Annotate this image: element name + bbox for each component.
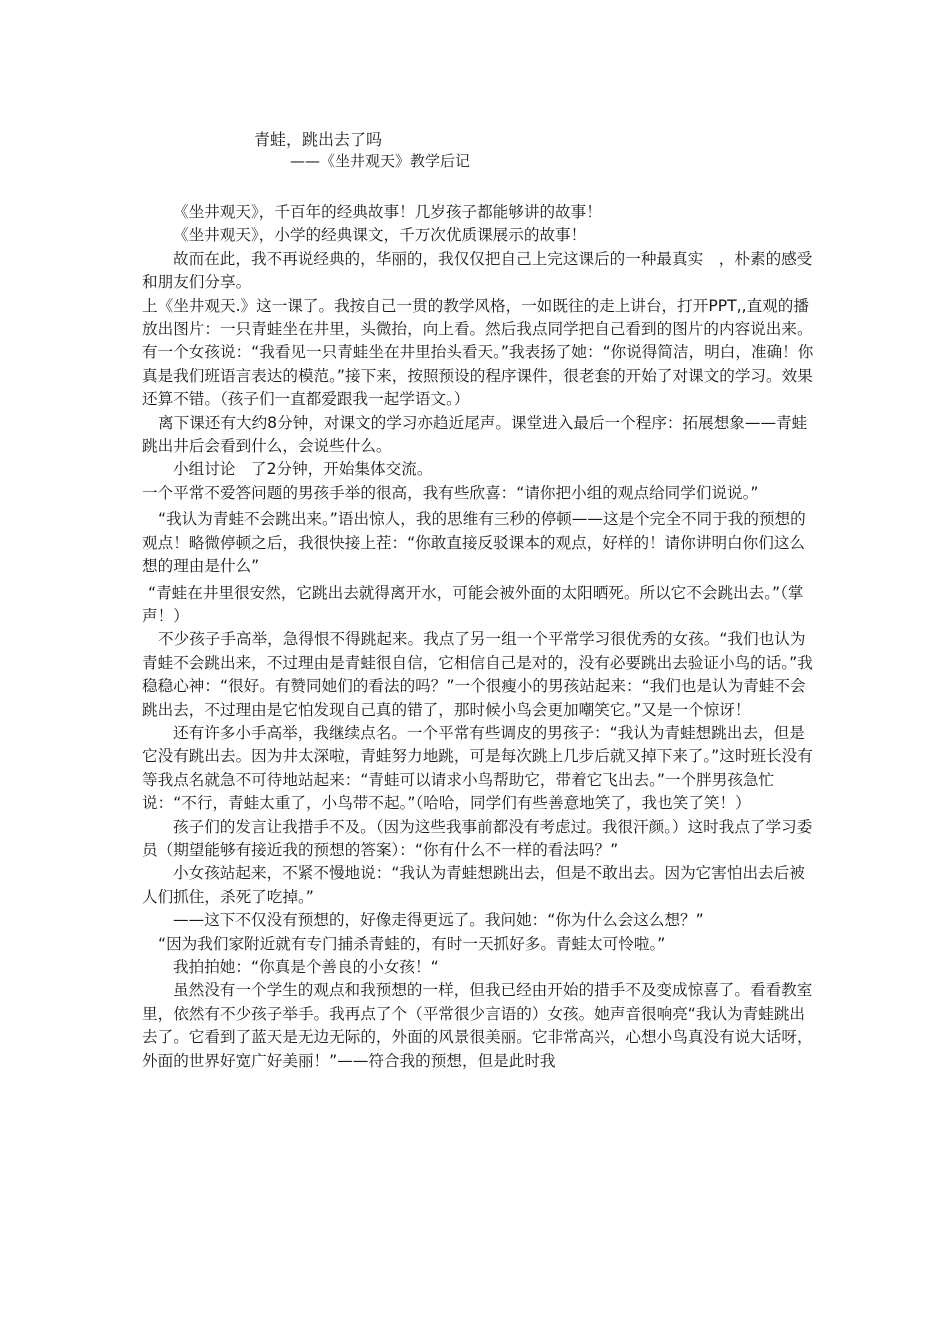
paragraph: “因为我们家附近就有专门捕杀青蛙的，有时一天抓好多。青蛙太可怜啦。” bbox=[158, 934, 666, 953]
paragraph: 离下课还有大约8分钟，对课文的学习亦趋近尾声。课堂进入最后一个程序：拓展想象——青蛙跳出井后会看到什么，会说些什么。 bbox=[142, 413, 808, 456]
paragraph: 一个平常不爱答问题的男孩手举的很高，我有些欣喜：“请你把小组的观点给同学们说说。” bbox=[142, 483, 759, 502]
paragraph: 上《坐井观天.》这一课了。我按自己一贯的教学风格，一如既往的走上讲台，打开PPT,,直观的播放出图片：一只青蛙坐在井里，头微抬，向上看。然后我点同学把自己看到的图片的内容说出来。有一个女孩说：“我看见一只青蛙坐在井里抬头看天。”我表扬了她：“你说得简洁，明白，准确！你真是我们班语言表达的模范。”接下来，按照预设的程序课件，很老套的开始了对课文的学习。效果还算不错。（孩子们一直都爱跟我一起学语文。） bbox=[142, 296, 814, 409]
document-title: 青蛙，跳出去了吗 bbox=[254, 130, 383, 149]
paragraph: ——这下不仅没有预想的，好像走得更远了。我问她：“你为什么会这么想？” bbox=[173, 911, 704, 930]
paragraph: 不少孩子手高举，急得恨不得跳起来。我点了另一组一个平常学习很优秀的女孩。“我们也认为青蛙不会跳出来，不过理由是青蛙很自信，它相信自己是对的，没有必要跳出去验证小鸟的话。”我稳稳心神：“很好。有赞同她们的看法的吗？”一个很瘦小的男孩站起来：“我们也是认为青蛙不会跳出去，不过理由是它怕发现自己真的错了，那时候小鸟会更加嘲笑它。”又是一个惊讶！ bbox=[142, 630, 813, 719]
paragraph: 还有许多小手高举，我继续点名。一个平常有些调皮的男孩子：“我认为青蛙想跳出去，但是它没有跳出去。因为井太深啦，青蛙努力地跳，可是每次跳上几步后就又掉下来了。”这时班长没有等我点名就急不可待地站起来：“青蛙可以请求小鸟帮助它，带着它飞出去。”一个胖男孩急忙说：“不行，青蛙太重了，小鸟带不起。”（哈哈，同学们有些善意地笑了，我也笑了笑！） bbox=[142, 723, 813, 813]
paragraph: 《坐井观天》，千百年的经典故事！几岁孩子都能够讲的故事！ bbox=[173, 203, 602, 221]
paragraph: “青蛙在井里很安然，它跳出去就得离开水，可能会被外面的太阳晒死。所以它不会跳出去。”（掌声！） bbox=[142, 583, 804, 625]
paragraph: 《坐井观天》，小学的经典课文，千万次优质课展示的故事！ bbox=[173, 226, 587, 245]
paragraph: “我认为青蛙不会跳出来。”语出惊人，我的思维有三秒的停顿——这是个完全不同于我的预想的观点！略微停顿之后，我很快接上茬：“你敢直接反驳课本的观点，好样的！请你讲明白你们这么想的理由是什么” bbox=[142, 510, 806, 576]
paragraph: 孩子们的发言让我措手不及。（因为这些我事前都没有考虑过。我很汗颜。）这时我点了学习委员（期望能够有接近我的预想的答案）：“你有什么不一样的看法吗？” bbox=[142, 817, 813, 859]
paragraph: 我拍拍她：“你真是个善良的小女孩！“ bbox=[173, 958, 439, 976]
paragraph: 小组讨论 了2分钟，开始集体交流。 bbox=[173, 460, 433, 479]
paragraph: 故而在此，我不再说经典的，华丽的，我仅仅把自己上完这课后的一种最真实 ，朴素的感受和朋友们分享。 bbox=[142, 249, 813, 292]
paragraph: 小女孩站起来，不紧不慢地说：“我认为青蛙想跳出去，但是不敢出去。因为它害怕出去后被人们抓住，杀死了吃掉。” bbox=[142, 864, 805, 906]
document-subtitle: ——《坐井观天》教学后记 bbox=[290, 152, 471, 170]
paragraph: 虽然没有一个学生的观点和我预想的一样，但我已经由开始的措手不及变成惊喜了。看看教室里，依然有不少孩子举手。我再点了个（平常很少言语的）女孩。她声音很响亮“我认为青蛙跳出去了。它看到了蓝天是无边无际的，外面的风景很美丽。它非常高兴，心想小鸟真没有说大话呀，外面的世界好宽广好美丽！”——符合我的预想，但是此时我 bbox=[142, 981, 813, 1070]
document-body bbox=[142, 201, 818, 1073]
